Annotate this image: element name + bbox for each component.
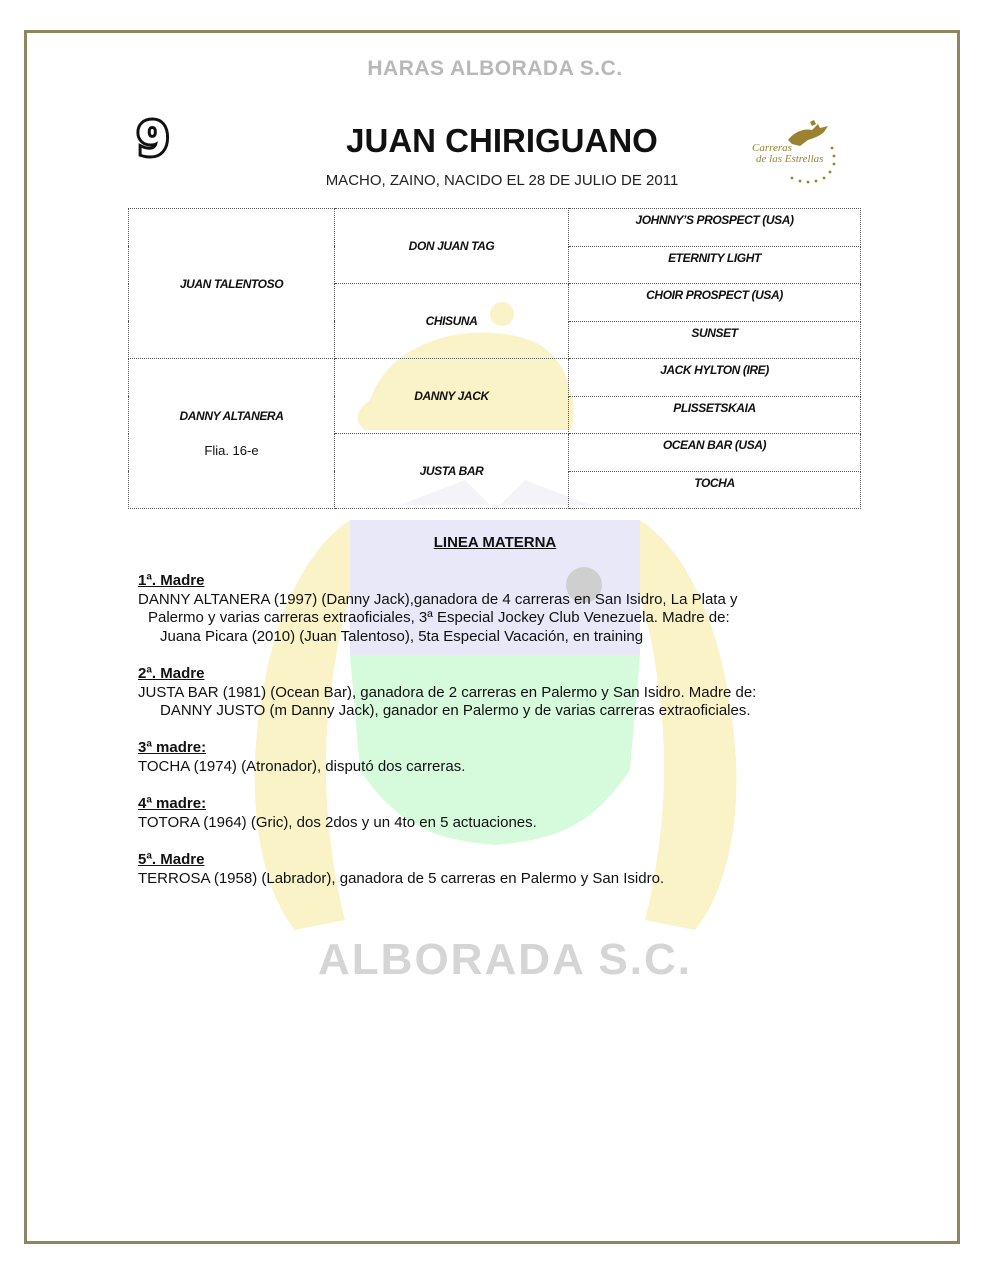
madre-4-heading: 4ª madre: bbox=[138, 795, 207, 812]
madre-5-heading: 5ª. Madre bbox=[138, 851, 205, 868]
pedigree-dam-cell bbox=[129, 359, 335, 509]
madre-3-section bbox=[138, 739, 858, 776]
pedigree-gen3-8: TOCHA bbox=[569, 471, 861, 509]
madre-1-line1: DANNY ALTANERA (1997) (Danny Jack),ganadora de 4 carreras en San Isidro, La Plata y bbox=[138, 590, 738, 608]
madre-3-heading: 3ª madre: bbox=[138, 739, 207, 756]
logo-text bbox=[752, 143, 823, 165]
madre-2-section bbox=[138, 665, 858, 721]
madre-2-line1: JUSTA BAR (1981) (Ocean Bar), ganadora de 2 carreras en Palermo y San Isidro. Madre de: bbox=[138, 683, 757, 701]
madre-4-section bbox=[138, 795, 858, 832]
madre-2-line2: DANNY JUSTO (m Danny Jack), ganador en Palermo y de varias carreras extraoficiales. bbox=[160, 702, 751, 719]
madre-1-line2: Palermo y varias carreras extraoficiales, 3ª Especial Jockey Club Venezuela. Madre de: bbox=[148, 609, 730, 626]
madre-2-heading: 2ª. Madre bbox=[138, 665, 205, 682]
pedigree-dam-dam: JUSTA BAR bbox=[335, 434, 569, 509]
pedigree-gen3-3: CHOIR PROSPECT (USA) bbox=[569, 284, 861, 322]
pedigree-dam-sire: DANNY JACK bbox=[335, 359, 569, 434]
madre-4-line1: TOTORA (1964) (Gric), dos 2dos y un 4to en 5 actuaciones. bbox=[138, 813, 537, 831]
pedigree-gen3-5: JACK HYLTON (IRE) bbox=[569, 359, 861, 397]
pedigree-sire-dam: CHISUNA bbox=[335, 284, 569, 359]
pedigree-gen3-2: ETERNITY LIGHT bbox=[569, 246, 861, 284]
madre-1-line3: Juana Picara (2010) (Juan Talentoso), 5ta Especial Vacación, en training bbox=[160, 627, 644, 645]
pedigree-sire-sire: DON JUAN TAG bbox=[335, 209, 569, 284]
pedigree-sire: JUAN TALENTOSO bbox=[129, 209, 335, 359]
logo-line2: de las Estrellas bbox=[756, 153, 824, 165]
haras-title: HARAS ALBORADA S.C. bbox=[367, 57, 623, 80]
pedigree-gen3-7: OCEAN BAR (USA) bbox=[569, 434, 861, 472]
madre-5-section bbox=[138, 851, 858, 888]
alborada-watermark: ALBORADA S.C. bbox=[318, 935, 692, 984]
madre-1-heading: 1ª. Madre bbox=[138, 572, 205, 589]
madre-3-line1: TOCHA (1974) (Atronador), disputó dos carreras. bbox=[138, 757, 466, 775]
horse-name: JUAN CHIRIGUANO bbox=[346, 122, 658, 159]
madre-1-section bbox=[138, 572, 858, 646]
pedigree-dam: DANNY ALTANERA bbox=[179, 409, 284, 423]
maternal-line-title: LINEA MATERNA bbox=[433, 534, 557, 551]
lot-number: 9 bbox=[137, 112, 170, 166]
logo-jockey-icon bbox=[810, 120, 816, 126]
pedigree-gen3-1: JOHNNY’S PROSPECT (USA) bbox=[569, 209, 861, 247]
madre-5-line1: TERROSA (1958) (Labrador), ganadora de 5 carreras en Palermo y San Isidro. bbox=[138, 869, 665, 887]
pedigree-gen3-6: PLISSETSKAIA bbox=[569, 396, 861, 434]
pedigree-family: Flia. 16-e bbox=[204, 443, 259, 458]
pedigree-gen3-4: SUNSET bbox=[569, 321, 861, 359]
pedigree-table bbox=[128, 208, 861, 509]
logo-line1: Carreras bbox=[752, 142, 792, 154]
horse-description: MACHO, ZAINO, NACIDO EL 28 DE JULIO DE 2011 bbox=[325, 172, 679, 189]
